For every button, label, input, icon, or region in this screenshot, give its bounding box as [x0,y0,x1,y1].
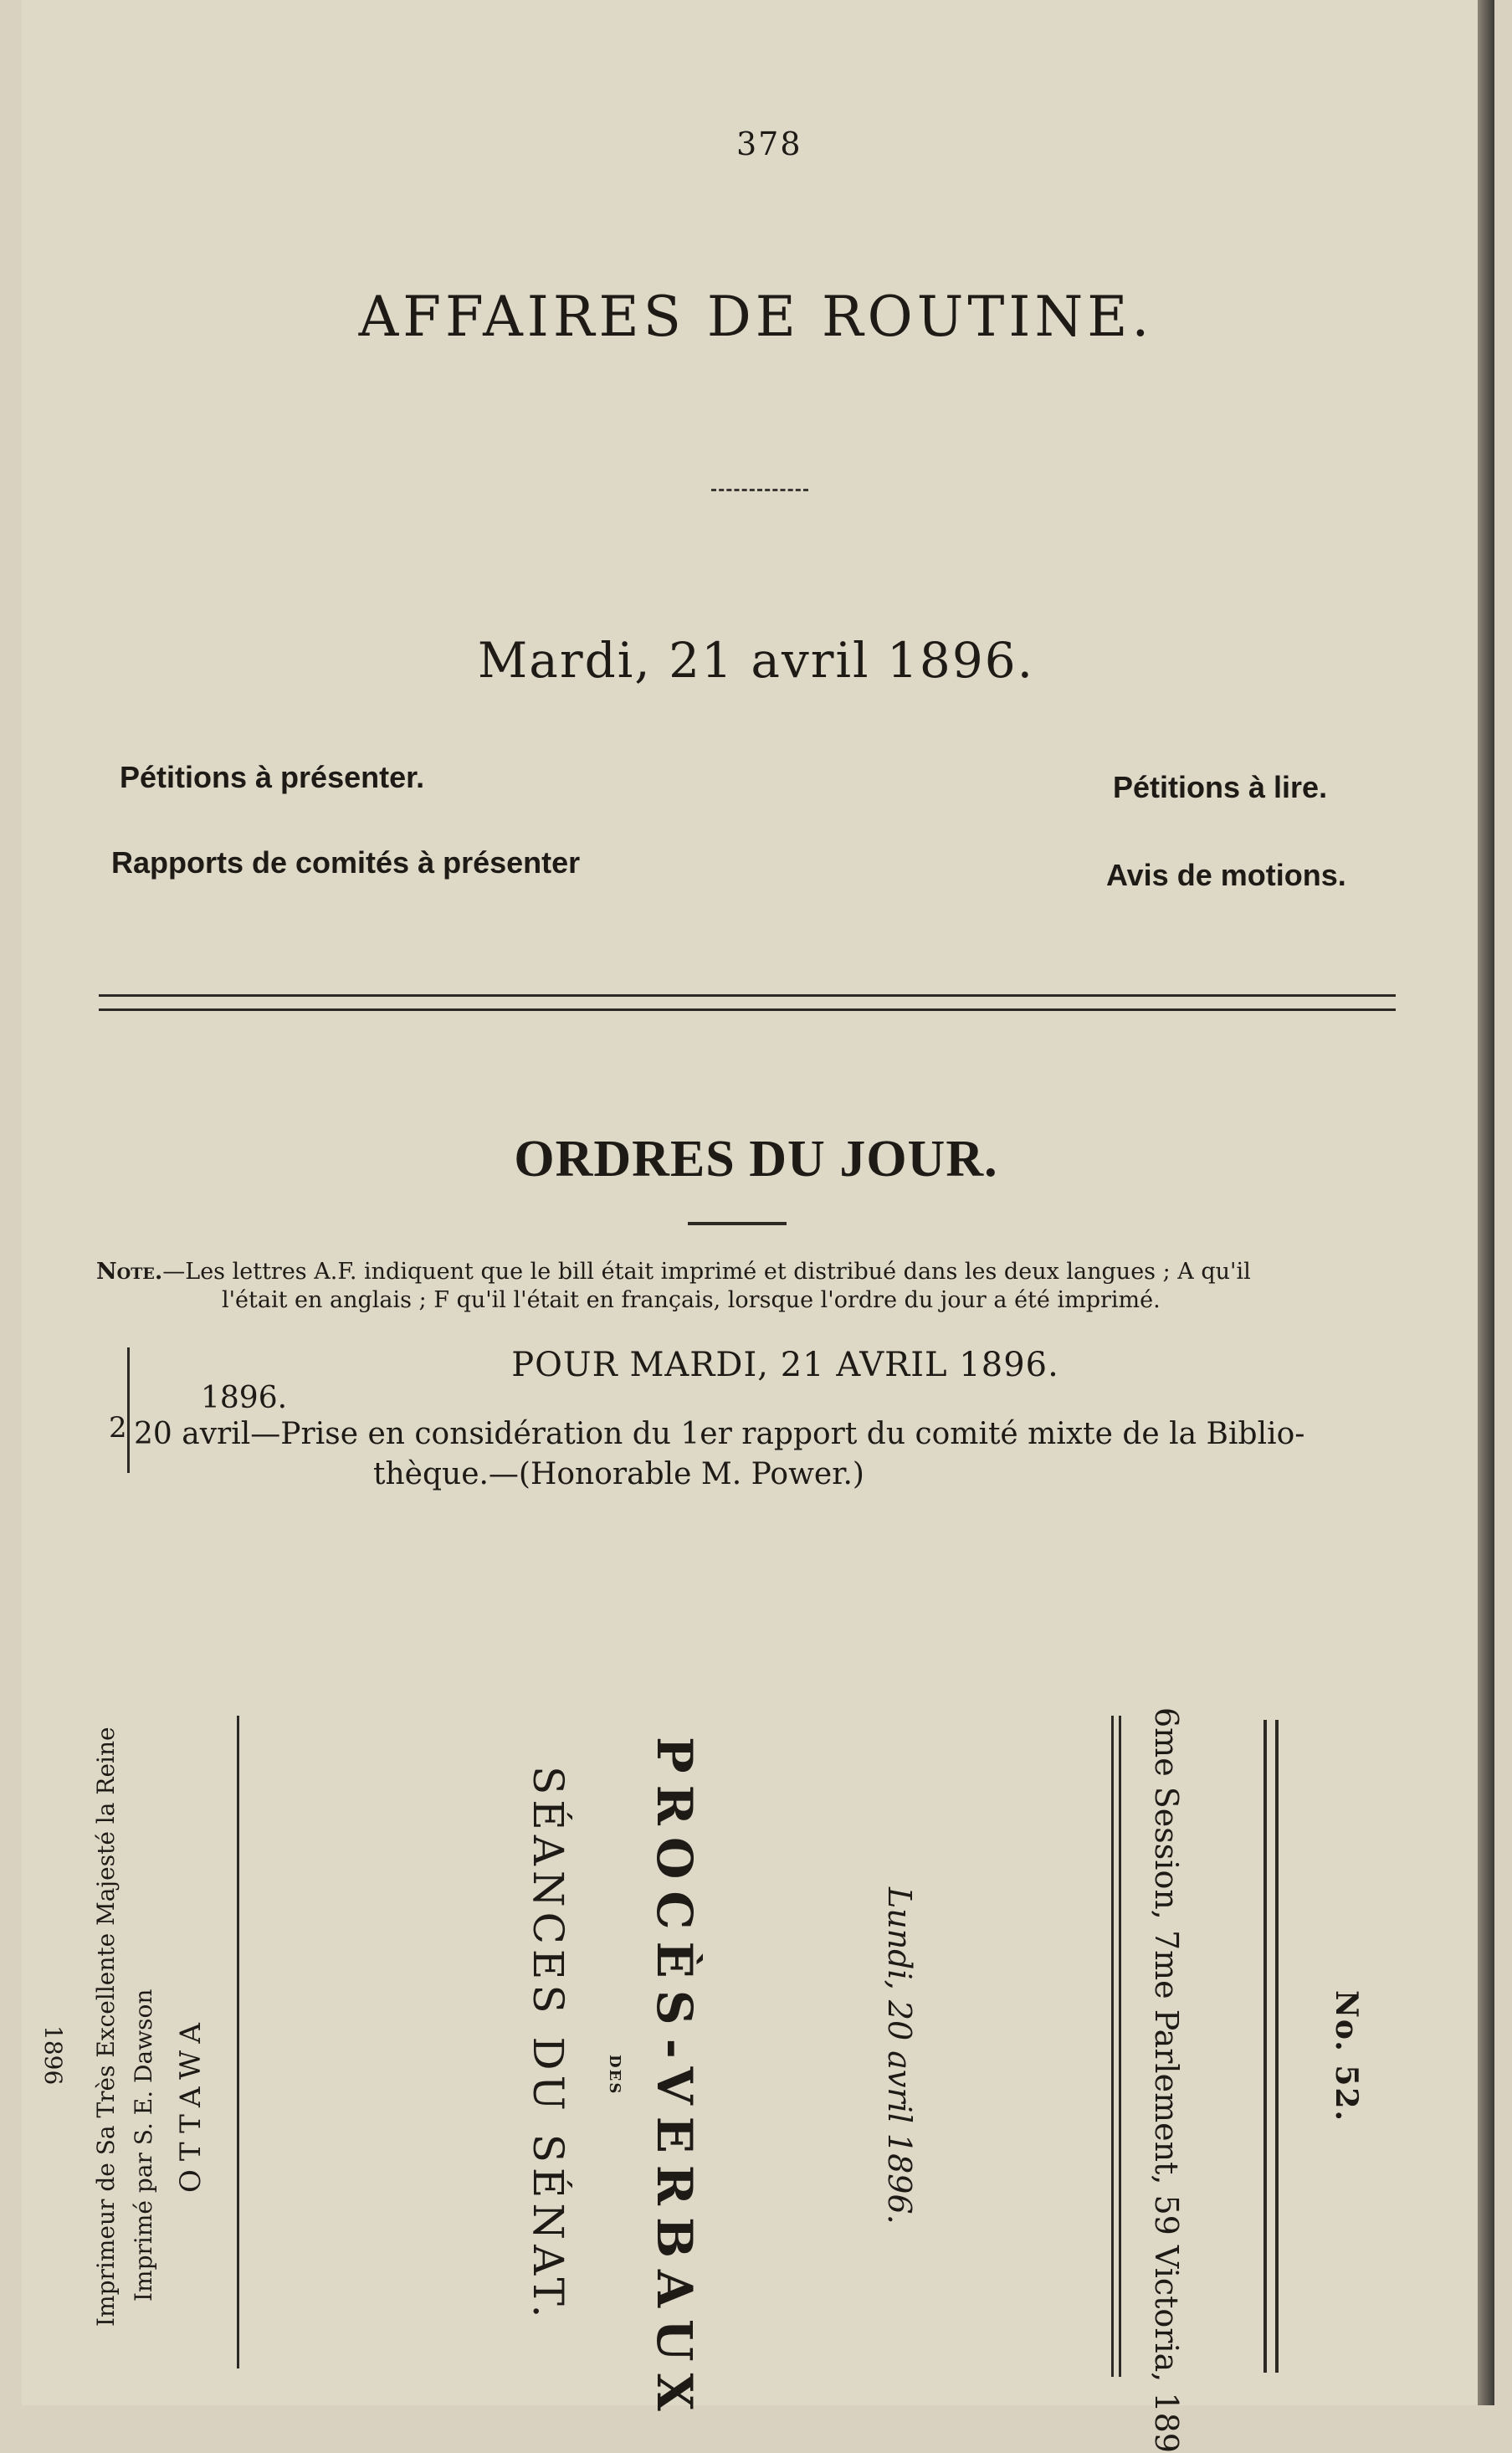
note-label: Note. [96,1259,163,1285]
note-text-line1: —Les lettres A.F. indiquent que le bill était imprimé et distribué dans les deux langues ; A qu'il [162,1259,1251,1285]
cover-session: 6me Session, 7me Parlement, 59 Victoria, 189 [1148,1707,1185,2453]
note-text-line2: l'était en anglais ; F qu'il l'était en français, lorsque l'ordre du jour a été imprimé. [222,1287,1161,1313]
document-page [22,0,1494,2405]
order-item [134,1414,1381,1495]
avis-motions-label: Avis de motions. [1106,858,1346,892]
order-item-line1: 20 avril—Prise en considération du 1er rapport du comité mixte de la Biblio- [134,1417,1305,1451]
order-year: 1896. [201,1381,288,1415]
cover-rule-right-2 [1275,1720,1279,2373]
note-paragraph [96,1258,1376,1315]
cover-year: 1896 [39,2025,67,2086]
short-divider [688,1222,787,1225]
page-edge-shadow [1478,0,1494,2405]
order-item-line2: thèque.—(Honorable M. Power.) [373,1457,864,1491]
cover-date: Lundi, 20 avril 1896. [881,1887,918,2225]
cover-imprimeur: Imprimeur de Sa Très Excellente Majesté la Reine [92,1727,120,2327]
cover-number: No. 52. [1329,1990,1364,2122]
rapports-comites-label: Rapports de comités à présenter [111,845,581,880]
order-item-number: 2 [109,1411,127,1445]
cover-rule-left [237,1716,239,2368]
cover-ottawa: OTTAWA [174,2014,208,2193]
page-title: AFFAIRES DE ROUTINE. [358,285,1154,349]
cover-imprime: Imprimé par S. E. Dawson [130,1989,157,2302]
cover-rule-right-1 [1263,1720,1267,2373]
orders-title: ORDRES DU JOUR. [514,1131,998,1188]
cover-des: DES [606,2055,623,2096]
cover-rule-center-1 [1111,1716,1114,2377]
page-number: 378 [736,126,802,162]
cover-rule-center-2 [1119,1716,1121,2377]
session-date: Mardi, 21 avril 1896. [477,632,1035,689]
order-day-title: POUR MARDI, 21 AVRIL 1896. [511,1346,1059,1384]
cover-proces-verbaux: PROCÈS-VERBAUX [646,1737,703,2423]
margin-rule [127,1347,130,1473]
petitions-lire-label: Pétitions à lire. [1113,770,1328,804]
separator-dash [711,489,808,491]
cover-seances: SÉANCES DU SÉNAT. [524,1766,572,2323]
petitions-presenter-label: Pétitions à présenter. [120,760,425,794]
double-divider [99,994,1396,1011]
